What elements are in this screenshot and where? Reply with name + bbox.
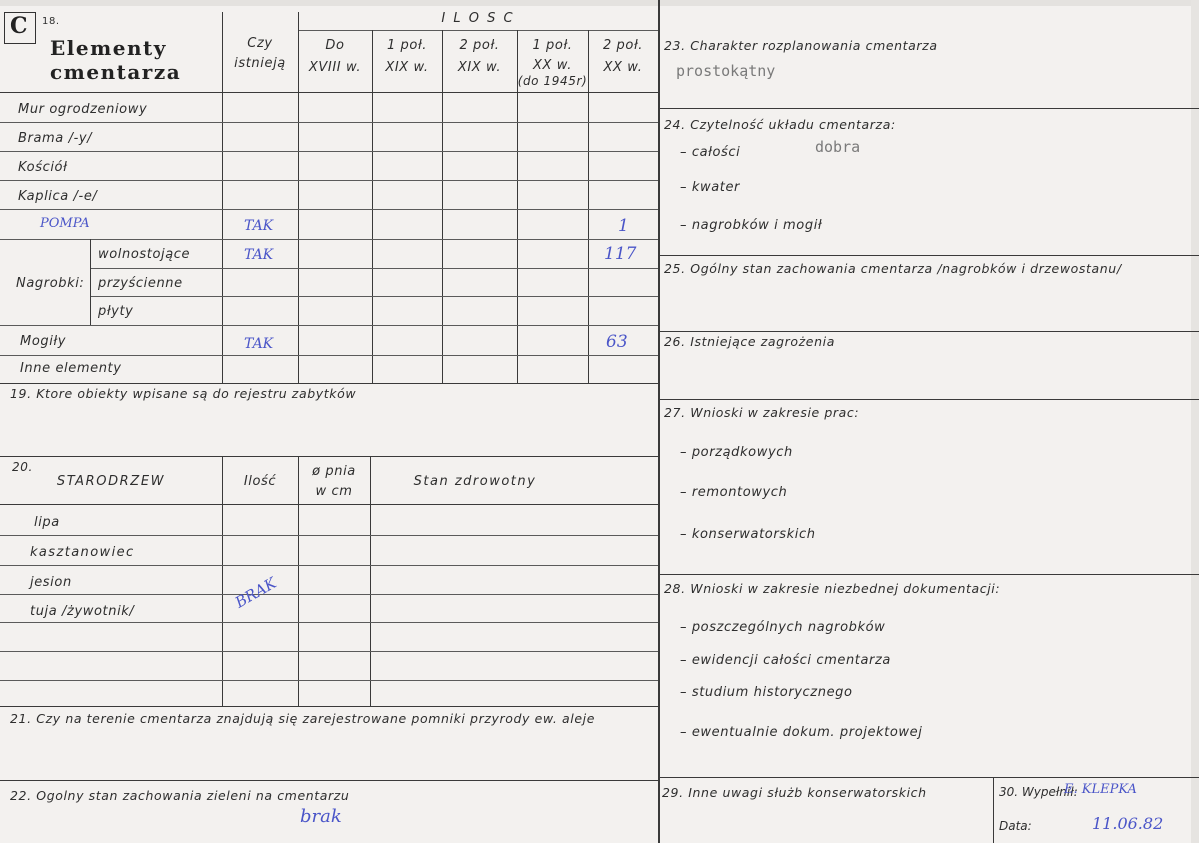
col-czy-line2: istnieją bbox=[234, 56, 286, 71]
question-20-number: 20. bbox=[12, 460, 33, 474]
question-24-item: – kwater bbox=[680, 180, 740, 195]
period-header: 1 poł. bbox=[386, 38, 428, 53]
question-22: 22. Ogolny stan zachowania zieleni na cmentarzu bbox=[10, 788, 350, 803]
row-label: Mogiły bbox=[20, 334, 67, 349]
row-label: Inne elementy bbox=[20, 361, 122, 376]
question-24: 24. Czytelność układu cmentarza: bbox=[664, 117, 896, 132]
row-label: Nagrobki: bbox=[16, 276, 85, 291]
pien-col-header: w cm bbox=[315, 484, 353, 499]
question-30: 30. Wypełnił: bbox=[999, 785, 1078, 799]
period-header: XIX w. bbox=[385, 60, 429, 75]
grid-line bbox=[442, 30, 443, 383]
period-header: Do bbox=[325, 38, 345, 53]
grid-line bbox=[658, 108, 1199, 109]
data-label: Data: bbox=[999, 819, 1032, 833]
handwritten-date: 11.06.82 bbox=[1092, 814, 1164, 833]
grid-line bbox=[0, 535, 658, 536]
handwritten-czy: TAK bbox=[244, 218, 274, 234]
row-label: wolnostojące bbox=[98, 247, 191, 262]
title-line-1: Elementy bbox=[50, 36, 167, 60]
row-label: przyścienne bbox=[98, 276, 183, 291]
handwritten-wypelnil: E. KLEPKA bbox=[1064, 782, 1137, 797]
question-26: 26. Istniejące zagrożenia bbox=[664, 334, 835, 349]
row-label: Kaplica /-e/ bbox=[18, 189, 98, 204]
grid-line bbox=[0, 122, 658, 123]
question-29: 29. Inne uwagi służb konserwatorskich bbox=[662, 785, 927, 800]
title-line-2: cmentarza bbox=[50, 60, 182, 84]
grid-line bbox=[0, 780, 658, 781]
question-23: 23. Charakter rozplanowania cmentarza bbox=[664, 38, 938, 53]
tree-label: tuja /żywotnik/ bbox=[30, 604, 135, 619]
handwritten-pompa: POMPA bbox=[40, 216, 90, 231]
grid-line bbox=[222, 456, 223, 706]
grid-line bbox=[658, 399, 1199, 400]
row-label: płyty bbox=[98, 304, 134, 319]
handwritten-count: 1 bbox=[618, 216, 629, 236]
question-24-item: – nagrobków i mogił bbox=[680, 218, 823, 233]
handwritten-brak: BRAK bbox=[232, 573, 280, 612]
grid-line bbox=[658, 331, 1199, 332]
period-header: XVIII w. bbox=[308, 60, 362, 75]
question-27-item: – remontowych bbox=[680, 485, 788, 500]
handwritten-count: 63 bbox=[606, 332, 628, 352]
handwritten-czy: TAK bbox=[244, 247, 274, 263]
grid-line bbox=[993, 777, 994, 843]
question-28-item: – ewentualnie dokum. projektowej bbox=[680, 725, 923, 740]
section-number: 18. bbox=[42, 16, 60, 27]
handwritten-czy: TAK bbox=[244, 336, 274, 352]
handwritten-count: 117 bbox=[604, 244, 637, 264]
card-edge bbox=[0, 0, 1199, 6]
question-27: 27. Wnioski w zakresie prac: bbox=[664, 405, 860, 420]
stan-col-header: Stan zdrowotny bbox=[413, 474, 537, 489]
row-label: Brama /-y/ bbox=[18, 131, 93, 146]
period-header: (do 1945r) bbox=[517, 74, 588, 88]
grid-line bbox=[0, 504, 658, 505]
question-19: 19. Ktore obiekty wpisane są do rejestru zabytków bbox=[10, 386, 357, 401]
grid-line bbox=[0, 325, 658, 326]
question-28-item: – studium historycznego bbox=[680, 685, 853, 700]
ilosc-col-header: Ilość bbox=[243, 474, 277, 489]
ilosc-header: I L O S C bbox=[441, 11, 515, 26]
period-header: XX w. bbox=[533, 58, 572, 73]
question-24-item: – całości bbox=[680, 145, 741, 160]
grid-line bbox=[372, 30, 373, 383]
typed-answer-24: dobra bbox=[815, 138, 861, 156]
tree-label: kasztanowiec bbox=[30, 545, 135, 560]
grid-line bbox=[0, 706, 658, 707]
grid-line bbox=[0, 383, 658, 384]
period-header: 2 poł. bbox=[459, 38, 500, 53]
section-letter: C bbox=[10, 13, 28, 39]
grid-line bbox=[0, 92, 658, 93]
starodrzew-header: STARODRZEW bbox=[56, 474, 166, 489]
grid-line bbox=[0, 594, 658, 595]
grid-line bbox=[370, 456, 371, 706]
grid-line bbox=[658, 0, 660, 843]
col-czy-line1: Czy bbox=[247, 36, 273, 51]
grid-line bbox=[298, 30, 658, 31]
row-label: Kościół bbox=[18, 160, 68, 175]
question-28-item: – poszczególnych nagrobków bbox=[680, 620, 886, 635]
grid-line bbox=[0, 456, 658, 457]
period-header: XIX w. bbox=[457, 60, 502, 75]
grid-line bbox=[90, 268, 658, 269]
grid-line bbox=[0, 680, 658, 681]
row-label: Mur ogrodzeniowy bbox=[18, 102, 148, 117]
question-21: 21. Czy na terenie cmentarza znajdują się zarejestrowane pomniki przyrody ew. aleje bbox=[10, 711, 596, 726]
grid-line bbox=[588, 30, 589, 383]
grid-line bbox=[0, 651, 658, 652]
grid-line bbox=[0, 180, 658, 181]
grid-line bbox=[0, 622, 658, 623]
tree-label: lipa bbox=[34, 515, 60, 530]
question-28-item: – ewidencji całości cmentarza bbox=[680, 653, 891, 668]
question-25: 25. Ogólny stan zachowania cmentarza /nagrobków i drzewostanu/ bbox=[664, 261, 1122, 276]
grid-line bbox=[0, 239, 658, 240]
grid-line bbox=[658, 574, 1199, 575]
pien-col-header: ø pnia bbox=[312, 464, 356, 479]
grid-line bbox=[658, 777, 1199, 778]
grid-line bbox=[0, 565, 658, 566]
handwritten-brak-zieleni: brak bbox=[300, 806, 342, 827]
period-header: XX w. bbox=[603, 60, 643, 75]
grid-line bbox=[658, 255, 1199, 256]
grid-line bbox=[90, 239, 91, 325]
grid-line bbox=[0, 151, 658, 152]
card-edge bbox=[1191, 0, 1199, 843]
period-header: 1 poł. bbox=[532, 38, 573, 53]
grid-line bbox=[90, 296, 658, 297]
period-header: 2 poł. bbox=[602, 38, 644, 53]
grid-line bbox=[0, 355, 658, 356]
tree-label: jesion bbox=[30, 575, 72, 590]
question-27-item: – konserwatorskich bbox=[680, 527, 816, 542]
grid-line bbox=[0, 209, 658, 210]
question-27-item: – porządkowych bbox=[680, 445, 793, 460]
typed-answer-23: prostokątny bbox=[676, 62, 776, 80]
question-28: 28. Wnioski w zakresie niezbednej dokumentacji: bbox=[664, 581, 1001, 596]
